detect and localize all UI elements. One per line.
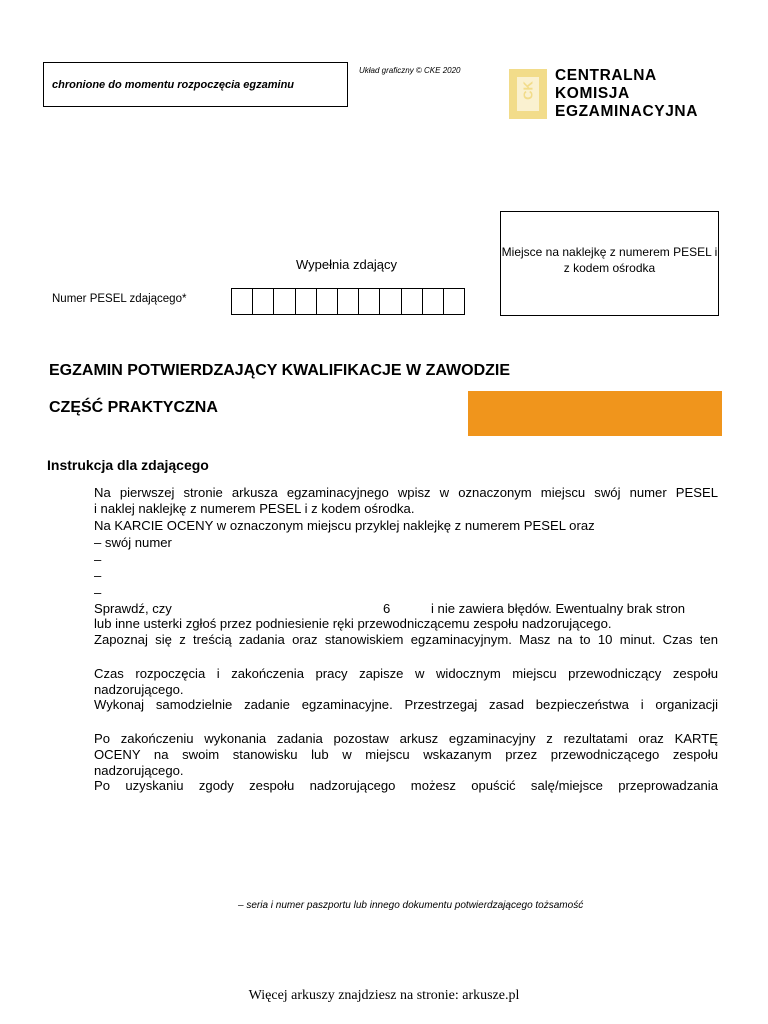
protected-notice: chronione do momentu rozpoczęcia egzaminu [43, 62, 348, 107]
pesel-digit-box[interactable] [379, 288, 401, 315]
exam-part: CZĘŚĆ PRAKTYCZNA [49, 399, 218, 416]
pesel-digit-box[interactable] [273, 288, 295, 315]
more-sheets-link[interactable]: Więcej arkuszy znajdziesz na stronie: arkusze.pl [248, 988, 520, 1003]
layout-credit: Układ graficzny © CKE 2020 [359, 66, 461, 75]
cke-logo-icon [509, 69, 547, 119]
pesel-label: Numer PESEL zdającego* [52, 293, 187, 305]
instruction-line: Czas rozpoczęcia i zakończenia pracy zapisze w widocznym miejscu przewodniczący zespołu [94, 666, 718, 681]
pesel-digit-box[interactable] [231, 288, 253, 315]
footnote: – seria i numer paszportu lub innego dokumentu potwierdzającego tożsamość [238, 900, 584, 911]
pesel-digit-box[interactable] [401, 288, 423, 315]
pesel-digit-box[interactable] [337, 288, 359, 315]
pesel-digit-box[interactable] [358, 288, 380, 315]
instruction-line: – [94, 552, 102, 567]
pesel-digit-box[interactable] [422, 288, 444, 315]
instruction-line: – swój numer [94, 535, 172, 550]
logo-text: CENTRALNA KOMISJA EGZAMINACYJNA [555, 67, 699, 120]
instruction-line: Na pierwszej stronie arkusza egzaminacyjnego wpisz w oznaczonym miejscu swój numer PESEL [94, 485, 718, 500]
instruction-line: nadzorującego. [94, 763, 184, 778]
instruction-line: Zapoznaj się z treścią zadania oraz stanowiskiem egzaminacyjnym. Masz na to 10 minut. Czas ten [94, 632, 718, 647]
instruction-line: Sprawdź, czy [94, 601, 172, 616]
pesel-input-grid[interactable] [231, 288, 464, 315]
instruction-line: lub inne usterki zgłoś przez podniesienie ręki przewodniczącemu zespołu nadzorującego. [94, 616, 612, 631]
instruction-line: Wykonaj samodzielnie zadanie egzaminacyjne. Przestrzegaj zasad bezpieczeństwa i organizacji [94, 697, 718, 712]
instruction-line: nadzorującego. [94, 682, 184, 697]
pesel-digit-box[interactable] [252, 288, 274, 315]
exam-title: EGZAMIN POTWIERDZAJĄCY KWALIFIKACJE W ZAWODZIE [49, 362, 511, 379]
instruction-line: – [94, 585, 102, 600]
instruction-line: i naklej naklejkę z numerem PESEL i z kodem ośrodka. [94, 501, 415, 516]
instruction-line: OCENY na swoim stanowisku lub w miejscu wskazanym przez przewodniczącego zespołu [94, 747, 718, 762]
fill-label: Wypełnia zdający [296, 257, 398, 272]
qualification-code-bar [468, 391, 722, 436]
instruction-line: 6 [383, 601, 391, 616]
pesel-digit-box[interactable] [295, 288, 317, 315]
pesel-digit-box[interactable] [443, 288, 465, 315]
instruction-line: Po uzyskaniu zgody zespołu nadzorującego możesz opuścić salę/miejsce przeprowadzania [94, 778, 718, 793]
sticker-placeholder: Miejsce na naklejkę z numerem PESEL i z kodem ośrodka [500, 211, 719, 316]
instruction-line: Po zakończeniu wykonania zadania pozostaw arkusz egzaminacyjny z rezultatami oraz KARTĘ [94, 731, 718, 746]
instructions-heading: Instrukcja dla zdającego [47, 457, 209, 473]
pesel-digit-box[interactable] [316, 288, 338, 315]
logo-mark-text: CK [520, 81, 536, 100]
instruction-line: – [94, 568, 102, 583]
instruction-line: Na KARCIE OCENY w oznaczonym miejscu przyklej naklejkę z numerem PESEL oraz [94, 518, 595, 533]
instruction-line: i nie zawiera błędów. Ewentualny brak stron [431, 601, 686, 616]
